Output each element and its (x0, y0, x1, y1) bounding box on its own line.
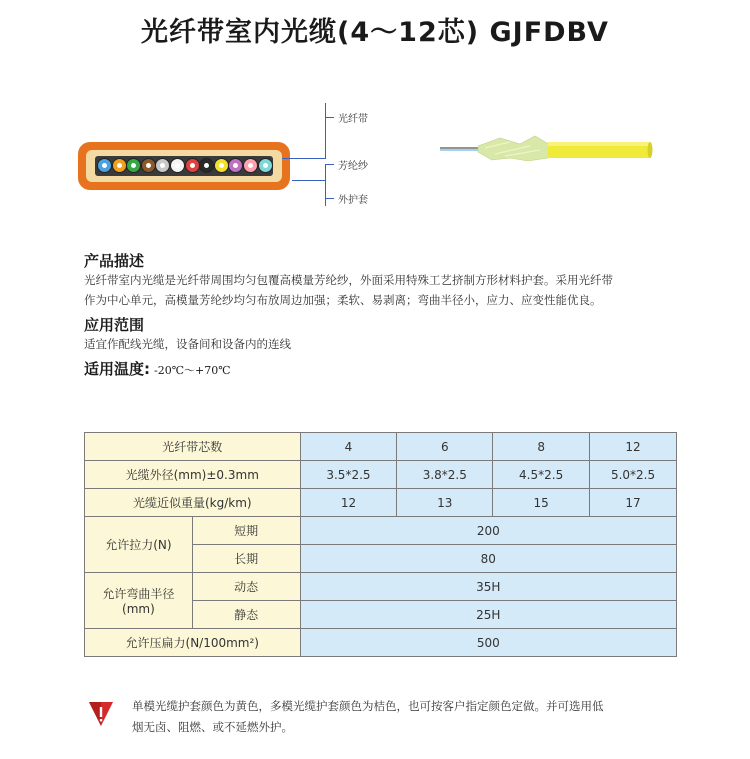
cable-cross-section-diagram (70, 100, 390, 220)
table-row (85, 573, 677, 601)
table-cell: 15 (493, 489, 590, 517)
leader-line (325, 198, 334, 199)
page-title: 光纤带室内光缆(4～12芯) GJFDBV (141, 17, 609, 48)
table-cell: 4.5*2.5 (493, 461, 590, 489)
table-cell: 200 (300, 517, 676, 545)
table-cell: 35H (300, 573, 676, 601)
description-line: 光纤带室内光缆是光纤带周围均匀包覆高模量芳纶纱，外面采用特殊工艺挤制方形材料护套。采用光纤带 (84, 273, 613, 287)
leader-line (325, 103, 326, 158)
fiber-dot (112, 158, 127, 173)
table-row (85, 433, 677, 461)
subheader-dynamic: 动态 (192, 573, 300, 601)
leader-line (292, 180, 326, 181)
note-line: 单模光缆护套颜色为黄色，多模光缆护套颜色为桔色，也可按客户指定颜色定做。并可选用低 (132, 699, 604, 713)
fiber-dot (258, 158, 273, 173)
description-line: 作为中心单元，高模量芳纶纱均匀布放周边加强；柔软、易剥离；弯曲半径小，应力、应变性能优良。 (84, 293, 602, 307)
table-cell: 12 (300, 489, 397, 517)
description-text (84, 270, 684, 310)
table-cell: 5.0*2.5 (590, 461, 677, 489)
row-header-crush: 允许压扁力(N/100mm²) (85, 629, 301, 657)
spec-table (84, 432, 677, 657)
table-cell: 25H (300, 601, 676, 629)
row-header-cores: 光纤带芯数 (85, 433, 301, 461)
table-row (85, 461, 677, 489)
leader-line (282, 158, 326, 159)
bend-label-line2: (mm) (122, 602, 155, 616)
table-cell: 17 (590, 489, 677, 517)
subheader-static: 静态 (192, 601, 300, 629)
description-heading: 产品描述 (84, 252, 145, 270)
fiber-dot (97, 158, 112, 173)
label-outer-sheath: 外护套 (338, 195, 368, 206)
table-row (85, 517, 677, 545)
warning-icon (88, 700, 114, 728)
table-cell: 12 (590, 433, 677, 461)
temperature-value: -20℃～+70℃ (154, 364, 231, 377)
leader-line (325, 164, 326, 206)
temperature-line (84, 358, 231, 379)
bend-label-line1: 允许弯曲半径 (102, 587, 175, 601)
application-heading: 应用范围 (84, 316, 145, 334)
application-text: 适宜作配线光缆，设备间和设备内的连线 (84, 337, 291, 351)
label-fiber-ribbon: 光纤带 (338, 114, 368, 125)
label-aramid-yarn: 芳纶纱 (338, 161, 368, 172)
fiber-dot (185, 158, 200, 173)
row-header-diameter: 光缆外径(mm)±0.3mm (85, 461, 301, 489)
note-line: 烟无卤、阻燃、或不延燃外护。 (132, 720, 293, 734)
note-text (132, 696, 662, 738)
row-header-weight: 光缆近似重量(kg/km) (85, 489, 301, 517)
fiber-dot (243, 158, 258, 173)
table-cell: 6 (397, 433, 493, 461)
table-cell: 13 (397, 489, 493, 517)
leader-line (325, 117, 334, 118)
subheader-short-term: 短期 (192, 517, 300, 545)
table-row (85, 629, 677, 657)
leader-line (325, 164, 334, 165)
row-header-bend-radius (85, 573, 193, 629)
table-cell: 8 (493, 433, 590, 461)
table-cell: 4 (300, 433, 397, 461)
fiber-dot (170, 158, 185, 173)
table-row (85, 489, 677, 517)
table-cell: 3.8*2.5 (397, 461, 493, 489)
fiber-dot (214, 158, 229, 173)
table-cell: 80 (300, 545, 676, 573)
fiber-dot (141, 158, 156, 173)
row-header-tension: 允许拉力(N) (85, 517, 193, 573)
table-cell: 3.5*2.5 (300, 461, 397, 489)
subheader-long-term: 长期 (192, 545, 300, 573)
cable-side-view-image (440, 128, 655, 178)
temperature-heading: 适用温度: (84, 360, 150, 378)
table-cell: 500 (300, 629, 676, 657)
